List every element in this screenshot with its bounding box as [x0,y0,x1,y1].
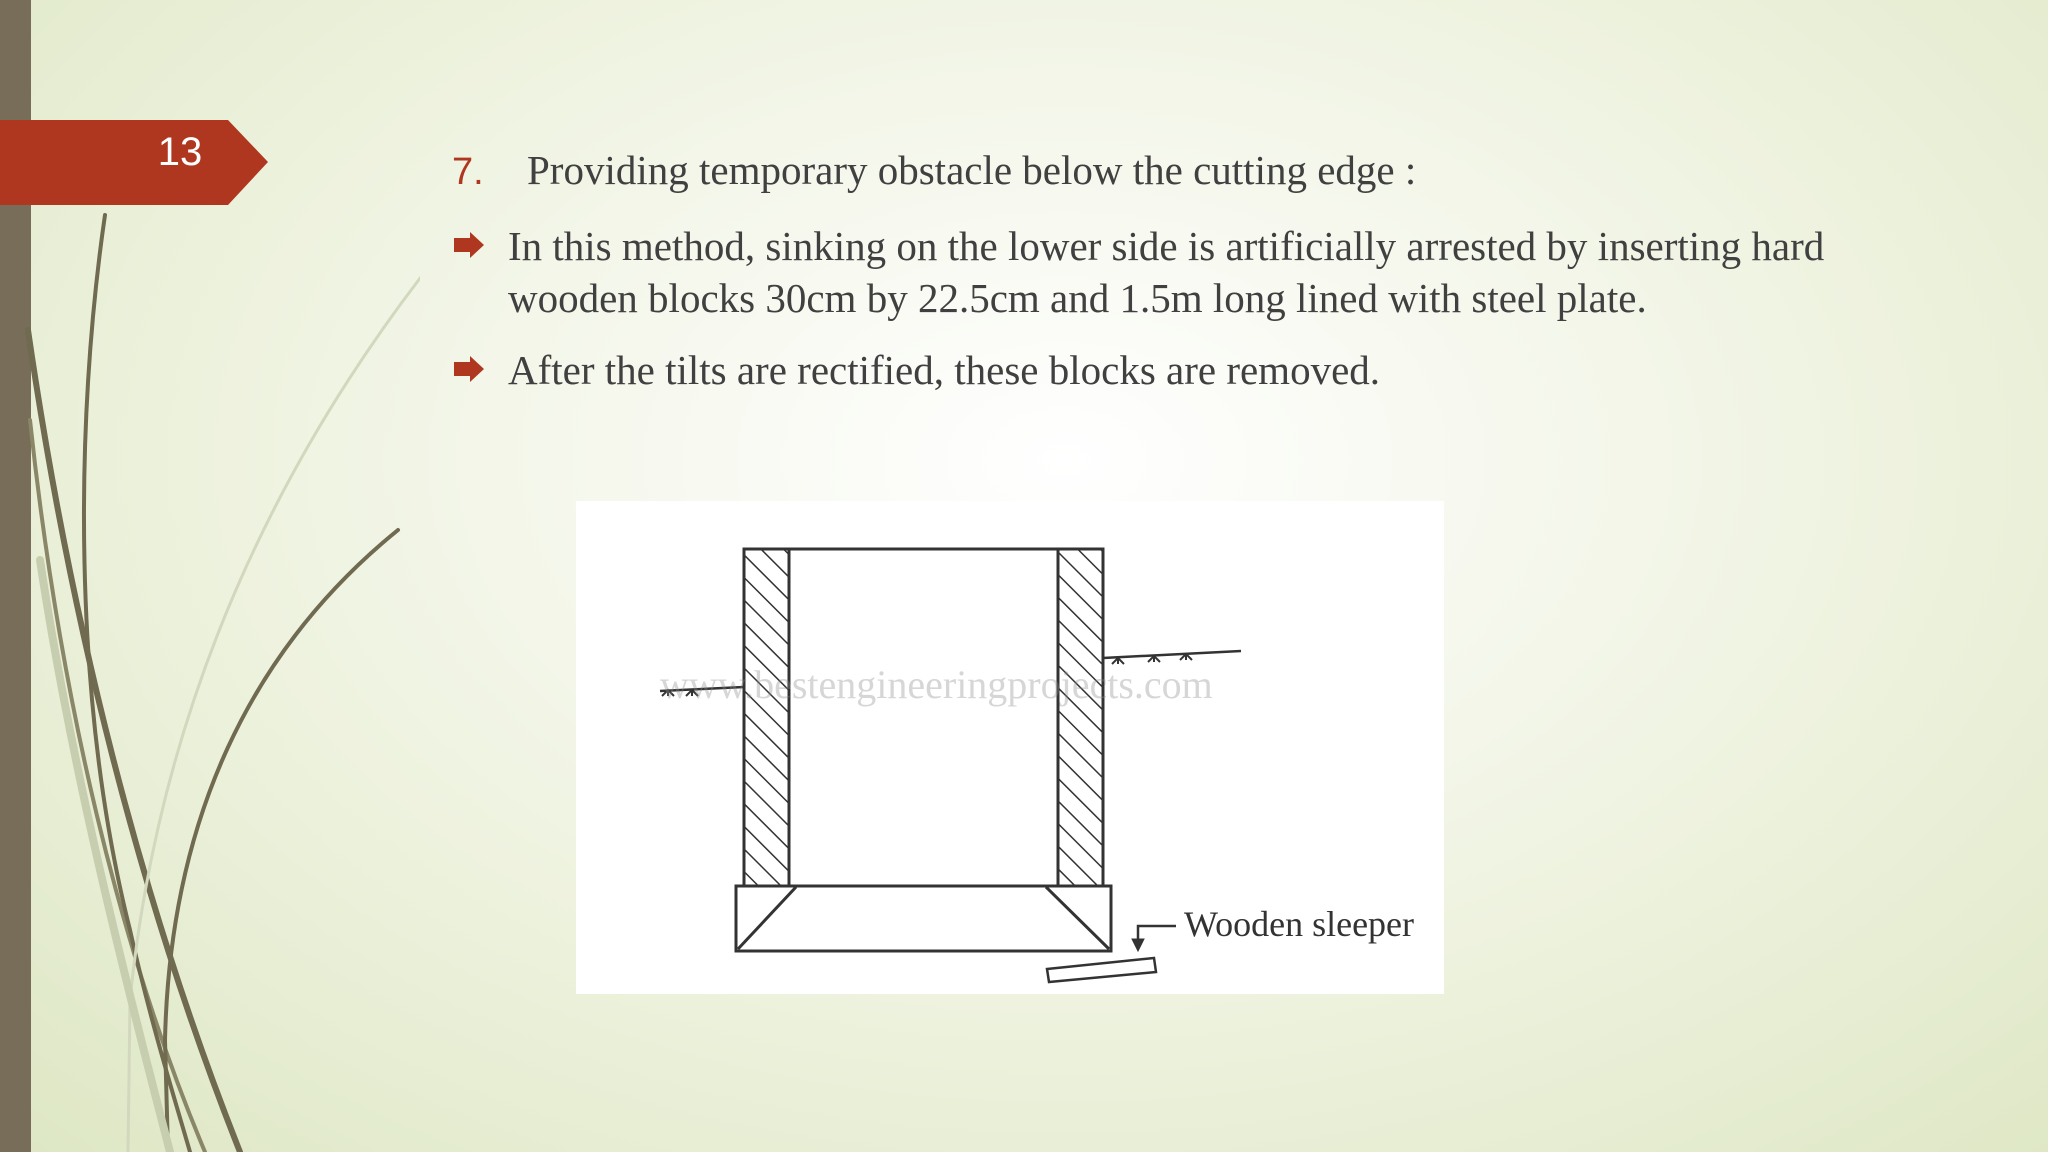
bullet-1 [452,220,1952,324]
bullet-text: After the tilts are rectified, these blocks are removed. [508,347,1381,393]
item-number: 7. [452,151,484,193]
wooden-sleeper-label: Wooden sleeper [1184,904,1415,944]
watermark: www.bestengineeringprojects.com [660,662,1213,707]
slide-number: 13 [157,130,203,174]
item-text: Providing temporary obstacle below the cutting edge : [527,147,1417,193]
arrow-bullet-icon [452,354,486,384]
bullet-2 [452,344,1952,396]
numbered-heading [452,146,1416,194]
well-foundation-figure [576,501,1444,994]
arrow-bullet-icon [452,230,486,260]
bullet-text: In this method, sinking on the lower side is artificially arrested by inserting hard wooden blocks 30cm by 22.5cm and 1.5m long lined with steel plate. [508,223,1825,321]
